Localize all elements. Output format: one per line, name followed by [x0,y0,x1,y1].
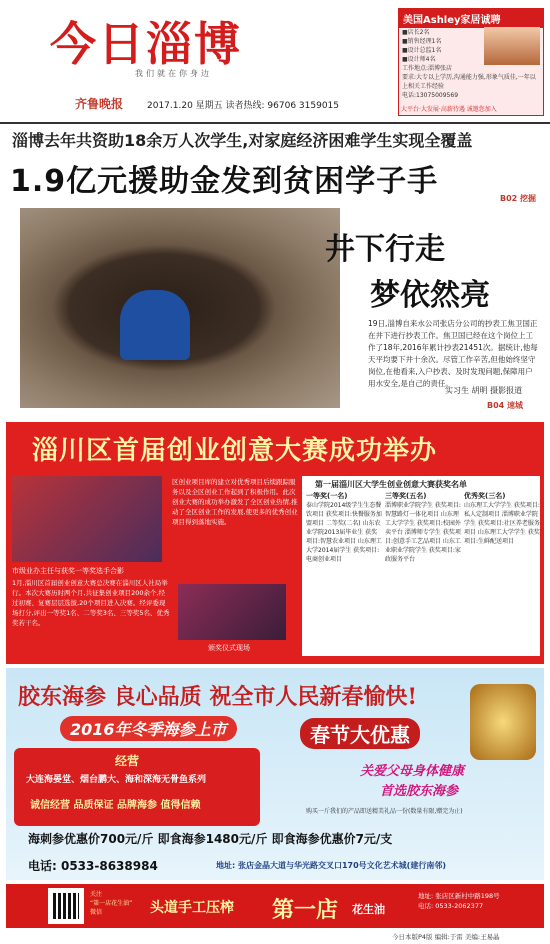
event-title[interactable]: 淄川区首届创业创意大赛成功举办 [32,436,438,466]
oil-product: 花生油 [352,903,385,916]
publisher-brand: 齐鲁晚报 [75,97,124,111]
ad-line: ■设计总监1名 [402,47,442,54]
award-photo [12,476,162,562]
winners-list-title: 第一届淄川区大学生创业创意大赛获奖名单 [315,480,467,489]
recruitment-ad-title: 美国Ashley家居诚聘 [399,9,543,28]
event-text: 区创业项目库的建立对优秀项目后续跟踪服务以及全区创业工作起到了积极作用。此次创业大赛的成功举办激发了全区创业热情,推动了全区创业工作的发展,使更多的优秀创业项目得到落地实施。 [172,478,298,526]
event-text: 1月,淄川区首届创业创意大赛总决赛在淄川区人社局举行。本次大赛历时两个月,共征集创业项目200余个,经过初赛、复赛层层选拔,20个项目进入决赛。经评委现场打分,评出一等奖1名、二等奖3名、三等奖5名、优秀奖若干名。 [12,579,170,627]
oil-brand[interactable]: 第一店 [272,897,339,923]
gift-note: 购买一斤我们的产品即送精美礼品一份(数量有限,赠完为止) [306,808,463,815]
sea-cucumber-jar [470,684,536,760]
winners-column [306,492,382,564]
ad-line: 要求:大专以上学历,沟通能力强,形象气质佳,一年以上相关工作经验 [402,74,536,90]
qr-pattern [53,893,79,919]
photo-story-title[interactable]: 梦依然亮 [370,278,490,313]
winners-column [464,492,540,546]
photo-credit: 实习生 胡明 摄影报道 [445,386,523,395]
seafood-phone[interactable]: 电话: 0533-8638984 [28,859,158,873]
seafood-ad-title[interactable]: 胶东海参 良心品质 祝全市人民新春愉快! [18,684,417,710]
discount-banner: 春节大优惠 [300,718,420,749]
column-text: 山东理工大学学生 获奖项目:私人定制项目 淄博职业学院学生 获奖项目:社区养老服务项目 山东理工大学学生 获奖项目:生鲜配送项目 [464,502,540,545]
ad-phone: 电话:13075009569 [402,92,459,99]
column-heading: 三等奖(五名) [385,492,427,500]
ad-line: ■销售经理1名 [402,38,442,45]
masthead-slogan: 我们就在你身边 [135,69,212,78]
newspaper-logo[interactable]: 今日淄博 [50,17,242,71]
care-slogan: 关爱父母身体健康 [360,764,465,779]
recruitment-ad[interactable] [398,8,544,116]
divider [0,122,550,124]
page-tag: B02 挖掘 [500,194,537,203]
dateline: 2017.1.20 星期五 读者热线: 96706 3159015 [147,101,339,111]
ad-line: ■店长2名 [402,29,430,36]
season-banner: 2016年冬季海参上市 [60,716,237,741]
oil-slogan: 头道手工压榨 [150,900,234,916]
care-slogan: 首选胶东海参 [380,784,459,799]
panel-title: 经营 [115,754,140,768]
wechat-follow: 关注 “第一店花生油” 微信 [90,891,133,916]
ad-footer: 大平台·大发展·高薪待遇 诚邀您加入 [401,106,497,113]
price-line: 海刺参优惠价700元/斤 即食海参1480元/斤 即食海参优惠价7元/支 [28,832,393,846]
photo-story-text: 19日,淄博自来水公司张店分公司的抄表工焦卫国正在井下进行抄表工作。焦卫国已经在这个岗位上工作了18年,2016年累计抄表21451次。据统计,他每天平均要下井十余次。尽管工作辛苦,但他始终坚守岗位,在他看来,入户抄表、及时发现问题,保障用户用水安全,是自己的责任。 [368,319,538,388]
winners-column [385,492,461,564]
lead-headline[interactable]: 1.9亿元援助金发到贫困学子手 [10,164,439,199]
column-heading: 一等奖(一名) [306,492,348,500]
photo-caption: 市级业办主任与获奖一等奖选手合影 [12,567,124,575]
seafood-address: 地址: 张店金晶大道与华光路交叉口170号文化艺术城(建行南邻) [216,861,446,870]
photo-story-title[interactable]: 井下行走 [325,232,445,267]
page-tag: B04 速城 [487,401,524,410]
furniture-photo [484,27,540,65]
ad-line: 工作地点:淄博张店 [402,65,453,72]
column-heading: 优秀奖(三名) [464,492,506,500]
oil-address: 地址: 张店区新村中路198号 电话: 0533-2062377 [418,892,500,910]
worker-figure [120,290,190,360]
column-text: 淄博职业学院学生 获奖项目:智慧路灯一体化项目 山东理工大学学生 获奖项目:校园外卖平台 淄博师专学生 获奖项目:创意手工艺品项目 山东工业职业学院学生 获奖项目:家政服务平台 [385,502,461,563]
photo-caption: 颁奖仪式现场 [208,644,250,652]
lead-subhead[interactable]: 淄博去年共资助18余万人次学生,对家庭经济困难学生实现全覆盖 [12,131,473,150]
page-footer: 今日本版P4版 编辑:于雷 美编:王易晶 [392,933,500,941]
ad-line: ■设计师4名 [402,56,436,63]
ceremony-photo [178,584,286,640]
panel-line: 大连海晏堂、烟台鹏大、海和深海无骨鱼系列 [26,775,207,785]
panel-slogan: 诚信经营 品质保证 品牌海参 值得信赖 [30,800,201,811]
column-text: 泰山学院2014级学生生态餐饮项目 获奖项目:快餐服务加盟项目 二等奖(二名) 山东农业学院2013届毕业生 获奖项目:智慧农业项目 山东理工大学2014届学生 获奖项目:电商创业项目 [306,502,382,563]
